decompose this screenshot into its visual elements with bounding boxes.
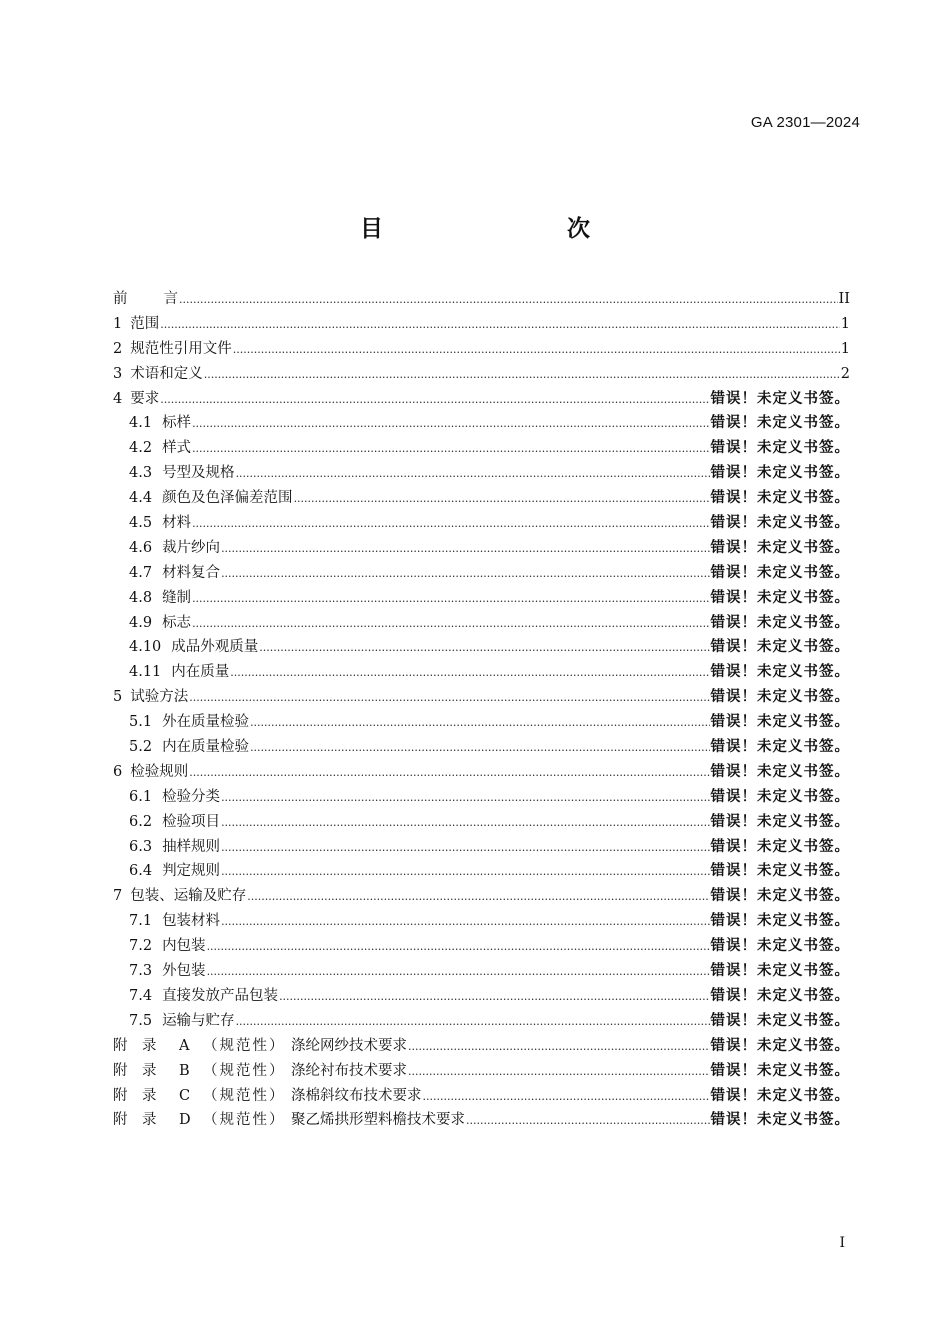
toc-entry-label: 号型及规格 [162,465,235,482]
toc-entry-label: 裁片纱向 [162,539,221,556]
toc-entry[interactable] [113,909,850,934]
toc-entry-label: 言 [163,291,178,307]
toc-entry-number: 4.6 [129,539,153,556]
toc-entry-heading [113,1084,422,1109]
bookmark-error-text: 错误！未定义书签。 [710,390,850,407]
toc-entry-label: 材料复合 [162,564,221,581]
bookmark-error-text: 错误！未定义书签。 [710,564,850,581]
toc-entry-label: 术语和定义 [130,365,203,382]
toc-entry[interactable] [113,810,850,835]
toc-entry[interactable] [113,660,850,685]
toc-entry-label: 材料 [162,515,192,532]
dot-leader [233,338,840,363]
bookmark-error-text: 错误！未定义书签。 [710,589,850,606]
toc-entry-number: 1 [113,315,123,332]
toc-entry[interactable] [113,760,850,785]
toc-entry-label: 标志 [162,614,192,631]
toc-entry-number: 5.2 [129,739,153,756]
toc-entry-label: 包装、运输及贮存 [130,888,247,905]
toc-entry[interactable] [113,586,850,611]
toc-entry[interactable] [113,710,850,735]
toc-entry[interactable] [113,411,850,436]
toc-entry-label: 标样 [162,415,192,432]
appendix-prefix: 附 录 [113,1037,157,1054]
dot-leader [221,811,709,836]
toc-entry[interactable] [113,337,850,362]
bookmark-error-text: 错误！未定义书签。 [710,1062,850,1079]
toc-entry-label: 试验方法 [130,689,189,706]
toc-entry[interactable] [113,785,850,810]
bookmark-error-text: 错误！未定义书签。 [710,1037,850,1054]
toc-entry[interactable] [113,1108,850,1133]
dot-leader [221,910,709,935]
toc-entry-number: 5.1 [129,714,153,731]
bookmark-error-text: 错误！未定义书签。 [710,440,850,457]
bookmark-error-text: 错误！未定义书签。 [710,639,850,656]
toc-entry[interactable] [113,561,850,586]
toc-entry-number: 4.7 [129,564,153,581]
toc-entry[interactable] [113,1059,850,1084]
toc-entry-number: 6.1 [129,788,153,805]
bookmark-error-text: 错误！未定义书签。 [710,689,850,706]
toc-entry-number: 4.10 [129,639,162,656]
toc-entry-number: 5 [113,689,123,706]
bookmark-error-text: 错误！未定义书签。 [710,515,850,532]
bookmark-error-text: 错误！未定义书签。 [710,913,850,930]
toc-entry-label: 要求 [130,390,160,407]
toc-entry-number: 7.5 [129,1012,153,1029]
toc-page-number: 1 [840,340,850,357]
toc-entry-heading [113,1034,407,1059]
toc-entry[interactable] [113,1009,850,1034]
dot-leader [204,363,840,388]
bookmark-error-text: 错误！未定义书签。 [710,963,850,980]
toc-entry-label: 检验项目 [162,813,221,830]
toc-entry-label: 范围 [130,315,160,332]
dot-leader [221,537,709,562]
toc-entry-number: 4.8 [129,589,153,606]
dot-leader [408,1035,710,1060]
toc-entry-label: 规范性引用文件 [130,340,232,357]
toc-entry-label: 颜色及色泽偏差范围 [162,490,293,507]
toc-entry-number: 7 [113,888,123,905]
dot-leader [179,288,838,313]
toc-entry-number: 7.1 [129,913,153,930]
dot-leader [408,1060,710,1085]
toc-entry[interactable] [113,959,850,984]
toc-entry-label: 运输与贮存 [162,1012,235,1029]
dot-leader [221,836,709,861]
toc-entry-heading [113,1059,407,1084]
bookmark-error-text: 错误！未定义书签。 [710,1112,850,1129]
toc-entry-number: 4.1 [129,415,153,432]
toc-entry-number: 4.5 [129,515,153,532]
dot-leader [207,960,710,985]
bookmark-error-text: 错误！未定义书签。 [710,987,850,1004]
bookmark-error-text: 错误！未定义书签。 [710,539,850,556]
dot-leader [189,686,709,711]
toc-entry-label: 成品外观质量 [171,639,259,656]
toc-entry-label: 缝制 [162,589,192,606]
toc-entry-label: 检验分类 [162,788,221,805]
appendix-normative: （规范性） [203,1062,286,1079]
toc-entry[interactable] [113,884,850,909]
toc-page-number: 2 [840,365,850,382]
appendix-letter: A [179,1037,190,1054]
toc-entry[interactable] [113,436,850,461]
bookmark-error-text: 错误！未定义书签。 [710,1012,850,1029]
dot-leader [160,313,840,338]
toc-entry-number: 4.3 [129,465,153,482]
toc-entry-label: 抽样规则 [162,838,221,855]
dot-leader [294,487,710,512]
toc-entry[interactable] [113,486,850,511]
toc-page-number: II [838,291,850,307]
toc-entry-heading: 前 [113,291,128,307]
page-number: I [839,1235,845,1251]
dot-leader [259,636,709,661]
appendix-prefix: 附 录 [113,1112,157,1129]
toc-entry-number: 7.4 [129,987,153,1004]
toc-entry-number: 4.4 [129,490,153,507]
dot-leader [207,935,710,960]
toc-entry-label: 涤纶网纱技术要求 [291,1037,407,1054]
bookmark-error-text: 错误！未定义书签。 [710,614,850,631]
dot-leader [192,437,709,462]
toc-entry-number: 2 [113,340,123,357]
toc-entry-number: 7.3 [129,963,153,980]
toc-entry-label: 包装材料 [162,913,221,930]
dot-leader [236,1010,710,1035]
dot-leader [189,761,709,786]
toc-entry[interactable] [113,362,850,387]
toc-entry-label: 涤棉斜纹布技术要求 [291,1087,422,1104]
appendix-normative: （规范性） [203,1037,286,1054]
toc-entry-number: 6 [113,763,123,780]
bookmark-error-text: 错误！未定义书签。 [710,490,850,507]
toc-entry[interactable] [113,287,850,312]
toc-entry[interactable] [113,934,850,959]
toc-entry-number: 3 [113,365,123,382]
toc-entry[interactable] [113,1084,850,1109]
page-title: 目 次 [360,216,636,242]
dot-leader [279,985,709,1010]
toc-entry-label: 内在质量 [171,664,230,681]
dot-leader [221,562,709,587]
toc-entry-label: 内在质量检验 [162,739,250,756]
bookmark-error-text: 错误！未定义书签。 [710,863,850,880]
toc-entry-label: 检验规则 [130,763,189,780]
appendix-letter: C [179,1087,191,1104]
toc-entry[interactable] [113,984,850,1009]
bookmark-error-text: 错误！未定义书签。 [710,714,850,731]
table-of-contents [113,287,850,1133]
bookmark-error-text: 错误！未定义书签。 [710,1087,850,1104]
toc-entry-label: 外在质量检验 [162,714,250,731]
appendix-normative: （规范性） [203,1087,286,1104]
dot-leader [192,412,709,437]
toc-entry-heading [113,1108,465,1133]
toc-entry-label: 内包装 [162,938,206,955]
dot-leader [192,512,709,537]
bookmark-error-text: 错误！未定义书签。 [710,813,850,830]
toc-entry[interactable] [113,735,850,760]
toc-entry-number: 6.4 [129,863,153,880]
dot-leader [192,612,709,637]
dot-leader [221,860,709,885]
toc-entry-number: 6.3 [129,838,153,855]
toc-entry-number: 4.2 [129,440,153,457]
bookmark-error-text: 错误！未定义书签。 [710,739,850,756]
dot-leader [160,388,709,413]
bookmark-error-text: 错误！未定义书签。 [710,415,850,432]
bookmark-error-text: 错误！未定义书签。 [710,838,850,855]
dot-leader [230,661,709,686]
appendix-letter: B [179,1062,190,1079]
appendix-normative: （规范性） [203,1112,286,1129]
toc-entry[interactable] [113,461,850,486]
toc-entry-number: 4.11 [129,664,162,681]
toc-entry-label: 外包装 [162,963,206,980]
toc-entry-number: 4 [113,390,123,407]
bookmark-error-text: 错误！未定义书签。 [710,938,850,955]
document-code: GA 2301—2024 [750,114,860,131]
toc-entry[interactable] [113,635,850,660]
dot-leader [250,711,709,736]
toc-entry[interactable] [113,536,850,561]
bookmark-error-text: 错误！未定义书签。 [710,664,850,681]
dot-leader [423,1085,710,1110]
appendix-prefix: 附 录 [113,1062,157,1079]
toc-entry[interactable] [113,611,850,636]
toc-entry[interactable] [113,511,850,536]
dot-leader [250,736,709,761]
appendix-prefix: 附 录 [113,1087,157,1104]
dot-leader [221,786,709,811]
toc-entry[interactable] [113,1034,850,1059]
toc-entry-number: 7.2 [129,938,153,955]
bookmark-error-text: 错误！未定义书签。 [710,888,850,905]
bookmark-error-text: 错误！未定义书签。 [710,788,850,805]
toc-entry[interactable] [113,859,850,884]
toc-entry[interactable] [113,387,850,412]
toc-entry-label: 直接发放产品包装 [162,987,279,1004]
bookmark-error-text: 错误！未定义书签。 [710,763,850,780]
toc-entry-number: 6.2 [129,813,153,830]
dot-leader [247,885,709,910]
toc-entry-number: 4.9 [129,614,153,631]
toc-entry-label: 聚乙烯拱形塑料檐技术要求 [291,1112,465,1129]
toc-entry-label: 样式 [162,440,192,457]
appendix-letter: D [179,1112,191,1129]
toc-entry[interactable] [113,835,850,860]
toc-entry-label: 判定规则 [162,863,221,880]
toc-entry-label: 涤纶衬布技术要求 [291,1062,407,1079]
toc-page-number: 1 [840,315,850,332]
dot-leader [192,587,709,612]
bookmark-error-text: 错误！未定义书签。 [710,465,850,482]
toc-entry[interactable] [113,312,850,337]
dot-leader [466,1109,710,1134]
toc-entry[interactable] [113,685,850,710]
dot-leader [236,462,710,487]
